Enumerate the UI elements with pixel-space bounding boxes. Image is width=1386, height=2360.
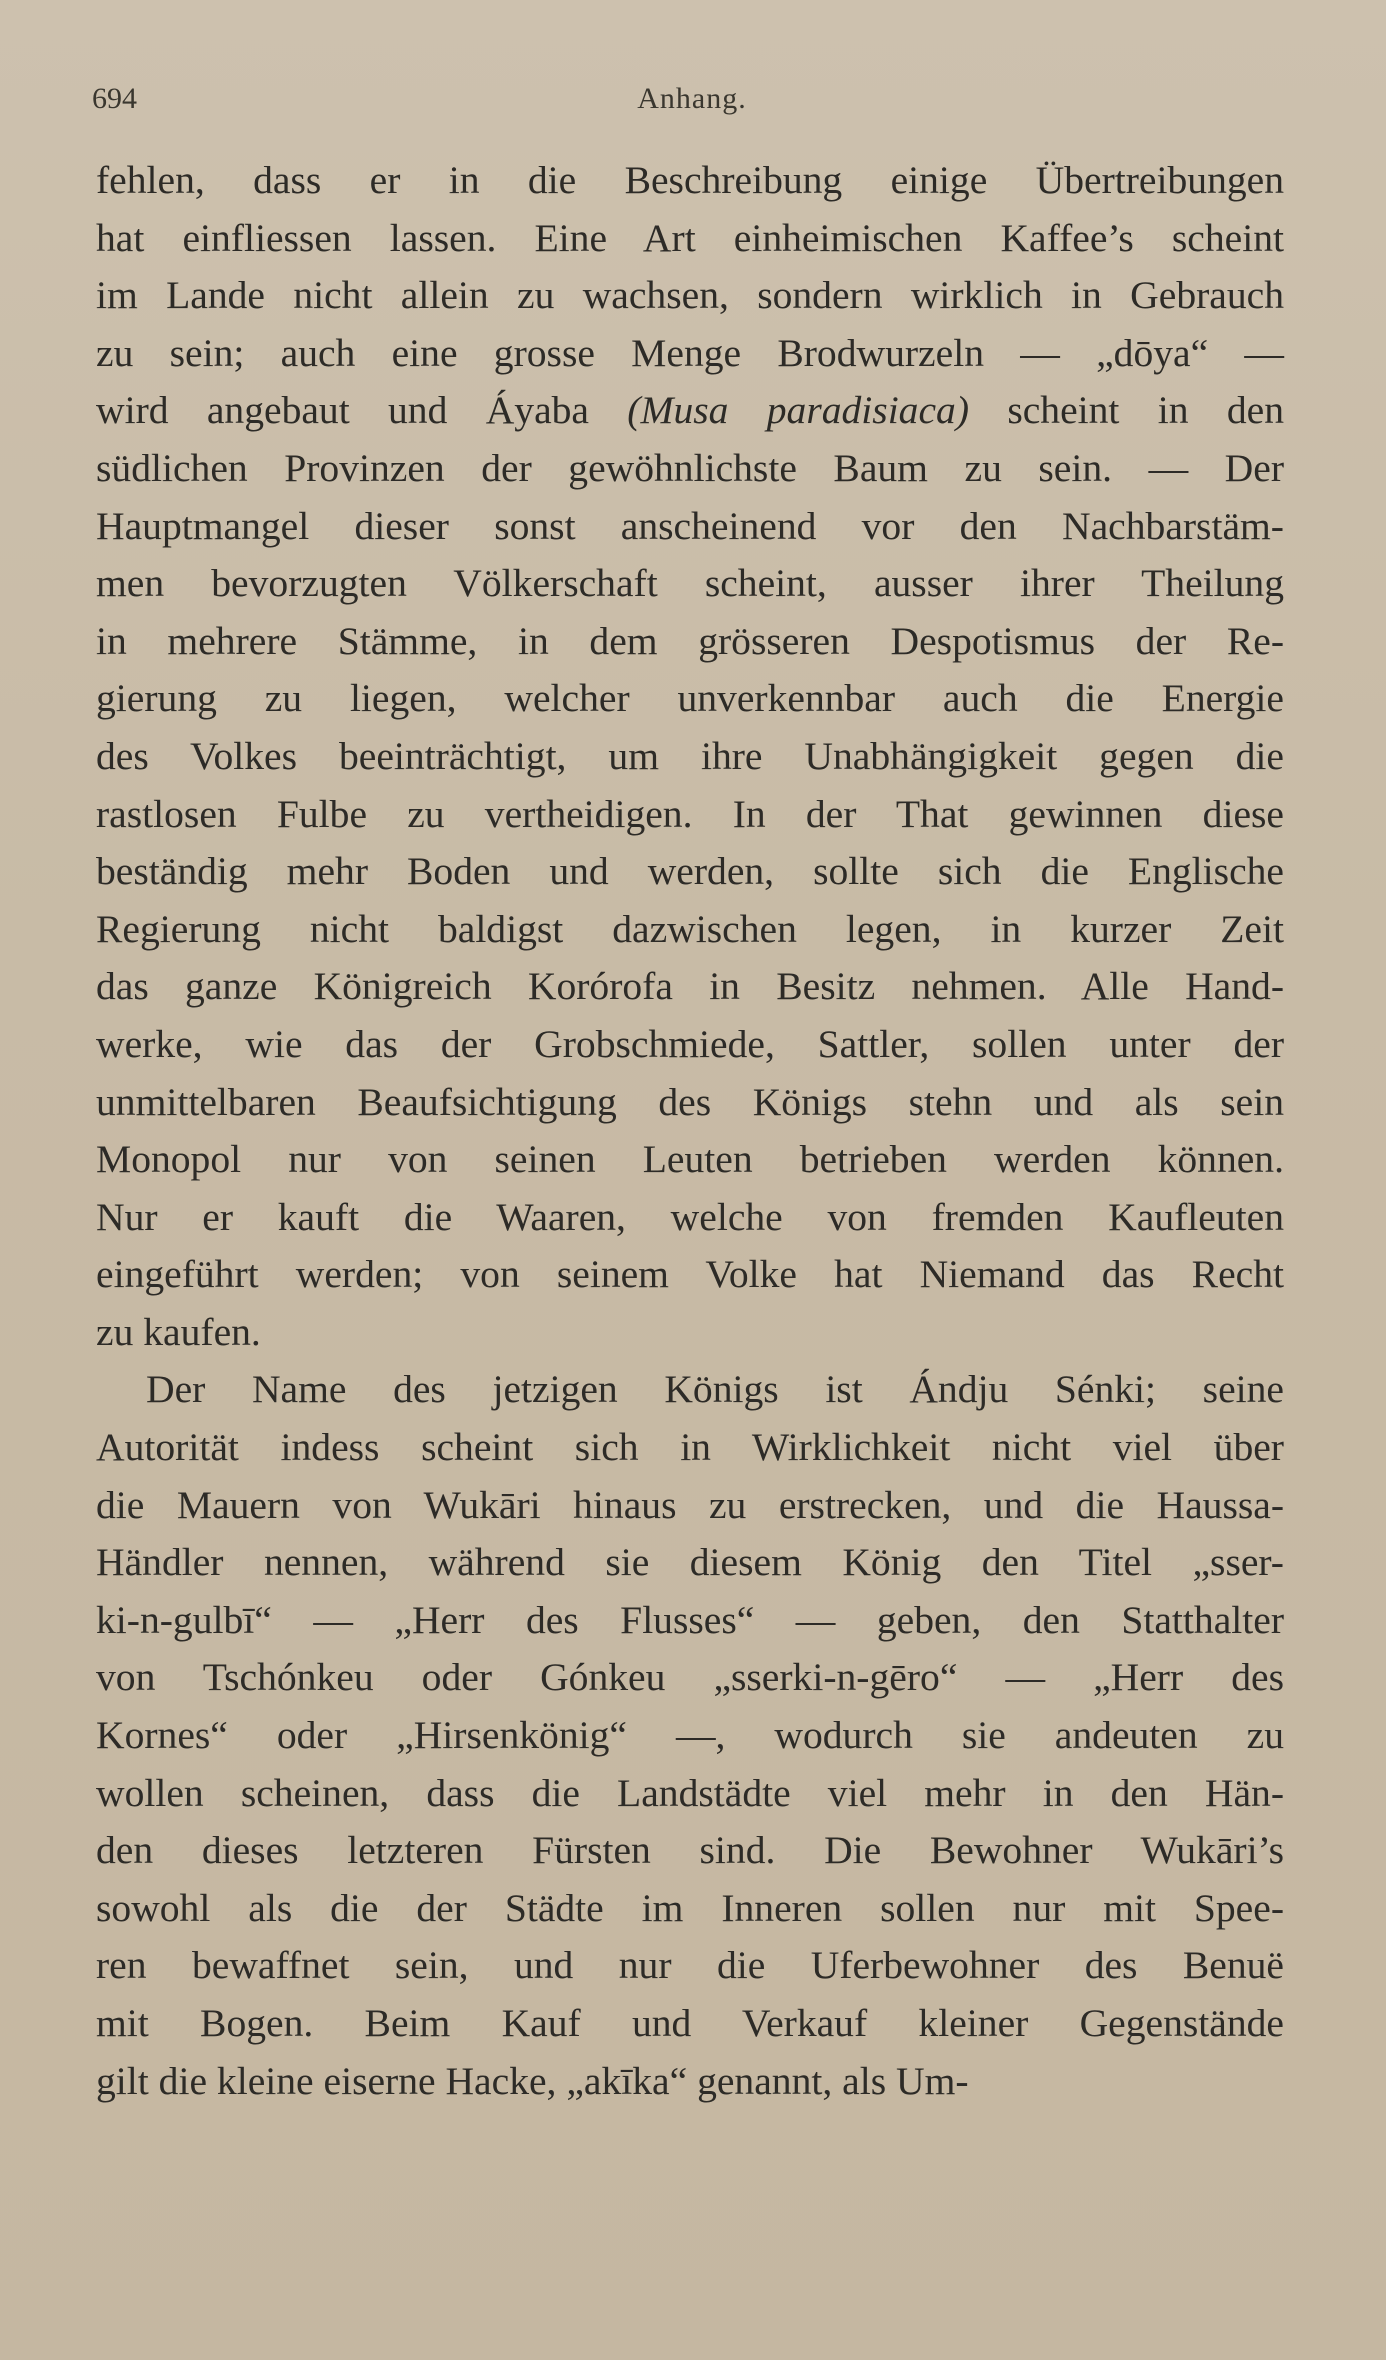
page-header [92, 82, 1292, 122]
text-line: men bevorzugten Völkerschaft scheint, ausser ihrer Theilung [96, 561, 1284, 606]
text-line: Autorität indess scheint sich in Wirklichkeit nicht viel über [96, 1425, 1284, 1470]
text-line: gierung zu liegen, welcher unverkennbar auch die Energie [96, 676, 1284, 721]
text-line: hat einfliessen lassen. Eine Art einheimischen Kaffee’s scheint [96, 215, 1284, 260]
text-line: fehlen, dass er in die Beschreibung einige Übertreibungen [96, 158, 1284, 202]
text-line: ki-n-gulbī“ — „Herr des Flusses“ — geben, den Statthalter [96, 1597, 1284, 1642]
text-line: das ganze Königreich Korórofa in Besitz nehmen. Alle Hand- [96, 964, 1284, 1009]
text-line: Monopol nur von seinen Leuten betrieben werden können. [96, 1137, 1284, 1182]
text-line: ren bewaffnet sein, und nur die Uferbewohner des Benuë [96, 1943, 1284, 1988]
page-number: 694 [92, 82, 137, 115]
paragraph [96, 152, 1284, 1361]
text-run: scheint in den [969, 388, 1284, 433]
text-line: des Volkes beeinträchtigt, um ihre Unabhängigkeit gegen die [96, 733, 1284, 778]
paragraph [96, 1361, 1284, 2110]
text-line: die Mauern von Wukāri hinaus zu erstrecken, und die Haussa- [96, 1482, 1284, 1527]
body-text [96, 152, 1284, 2110]
text-line: Kornes“ oder „Hirsenkönig“ —, wodurch sie andeuten zu [96, 1713, 1284, 1758]
text-run: wird angebaut und Áyaba [96, 388, 628, 433]
text-line: sowohl als die der Städte im Inneren sollen nur mit Spee- [96, 1885, 1284, 1930]
text-line: Der Name des jetzigen Königs ist Ándju Sénki; seine [146, 1367, 1284, 1412]
text-line: den dieses letzteren Fürsten sind. Die Bewohner Wukāri’s [96, 1828, 1284, 1873]
text-line: Nur er kauft die Waaren, welche von fremden Kaufleuten [96, 1194, 1284, 1239]
text-line: wollen scheinen, dass die Landstädte viel mehr in den Hän- [96, 1770, 1284, 1815]
text-line: Händler nennen, während sie diesem König den Titel „sser- [96, 1540, 1284, 1585]
text-line: unmittelbaren Beaufsichtigung des Königs stehn und als sein [96, 1079, 1284, 1124]
text-line: mit Bogen. Beim Kauf und Verkauf kleiner Gegenstände [96, 2001, 1284, 2045]
text-line [96, 382, 1284, 440]
text-line: rastlosen Fulbe zu vertheidigen. In der That gewinnen diese [96, 791, 1284, 836]
italic-term: (Musa paradisiaca) [627, 388, 970, 433]
text-line: beständig mehr Boden und werden, sollte sich die Englische [96, 849, 1284, 894]
text-line: von Tschónkeu oder Gónkeu „sserki-n-gēro“ — „Herr des [96, 1655, 1284, 1700]
text-line: Hauptmangel dieser sonst anscheinend vor den Nachbarstäm- [96, 503, 1284, 548]
text-line: in mehrere Stämme, in dem grösseren Despotismus der Re- [96, 618, 1284, 663]
text-line: im Lande nicht allein zu wachsen, sondern wirklich in Gebrauch [96, 273, 1284, 318]
text-line: zu kaufen. [96, 1309, 261, 1354]
text-line: zu sein; auch eine grosse Menge Brodwurzeln — „dōya“ — [96, 330, 1284, 375]
text-line: gilt die kleine eiserne Hacke, „akīka“ genannt, als Um- [96, 2058, 969, 2103]
running-head: Anhang. [637, 82, 747, 115]
text-line: Regierung nicht baldigst dazwischen legen, in kurzer Zeit [96, 906, 1284, 951]
text-line: eingeführt werden; von seinem Volke hat Niemand das Recht [96, 1252, 1284, 1297]
text-line: werke, wie das der Grobschmiede, Sattler, sollen unter der [96, 1021, 1284, 1066]
text-line: südlichen Provinzen der gewöhnlichste Baum zu sein. — Der [96, 445, 1284, 490]
